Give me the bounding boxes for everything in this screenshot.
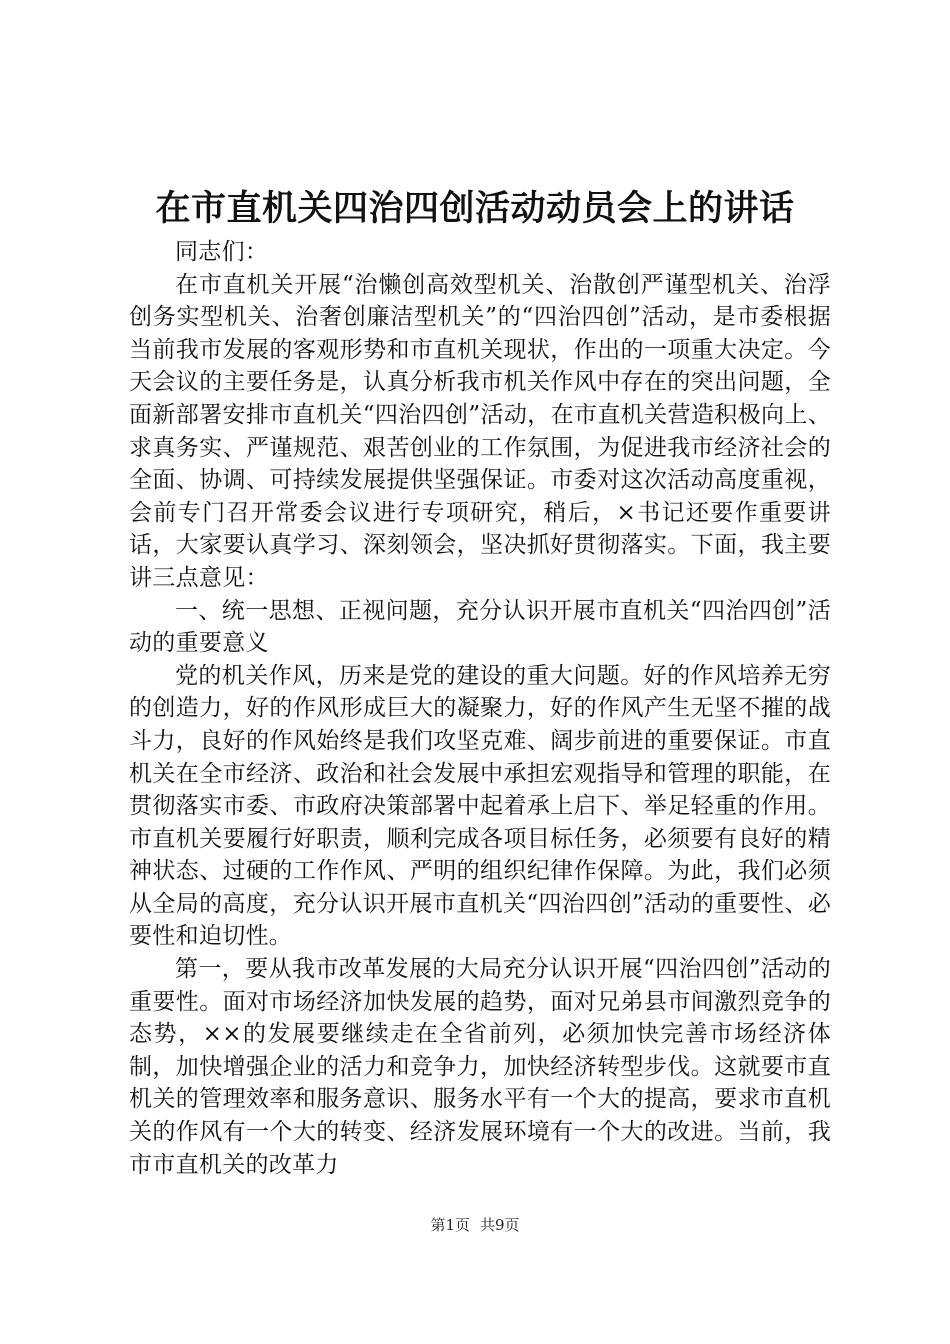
page-number: 第1页 xyxy=(430,1216,470,1234)
paragraph-intro: 在市直机关开展“治懒创高效型机关、治散创严谨型机关、治浮创务实型机关、治奢创廉洁型机关”的“四治四创”活动，是市委根据当前我市发展的客观形势和市直机关现状，作出的一项重大决定。今天会议的主要任务是，认真分析我市机关作风中存在的突出问题，全面新部署安排市直机关“四治四创”活动，在市直机关营造积极向上、求真务实、严谨规范、艰苦创业的工作氛围，为促进我市经济社会的全面、协调、可持续发展提供坚强保证。市委对这次活动高度重视，会前专门召开常委会议进行专项研究，稍后，×书记还要作重要讲话，大家要认真学习、深刻领会，坚决抓好贯彻落实。下面，我主要讲三点意见： xyxy=(129,271,831,591)
paragraph-point-1: 第一，要从我市改革发展的大局充分认识开展“四治四创”活动的重要性。面对市场经济加快发展的趋势，面对兄弟县市间激烈竞争的态势，××的发展要继续走在全省前列，必须加快完善市场经济体制，加快增强企业的活力和竞争力，加快经济转型步伐。这就要市直机关的管理效率和服务意识、服务水平有一个大的提高，要求市直机关的作风有一个大的转变、经济发展环境有一个大的改进。当前，我市市直机关的改革力 xyxy=(129,956,831,1178)
document-body xyxy=(129,236,831,1181)
page-footer xyxy=(0,1215,950,1235)
section-heading-1: 一、统一思想、正视问题，充分认识开展市直机关“四治四创”活动的重要意义 xyxy=(129,597,831,657)
document-title: 在市直机关四治四创活动动员会上的讲话 xyxy=(155,188,795,229)
salutation: 同志们： xyxy=(175,239,269,265)
page-total: 共9页 xyxy=(480,1216,520,1234)
paragraph-section-1: 党的机关作风，历来是党的建设的重大问题。好的作风培养无穷的创造力，好的作风形成巨大的凝聚力，好的作风产生无坚不摧的战斗力，良好的作风始终是我们攻坚克难、阔步前进的重要保证。市直机关在全市经济、政治和社会发展中承担宏观指导和管理的职能，在贯彻落实市委、市政府决策部署中起着承上启下、举足轻重的作用。市直机关要履行好职责，顺利完成各项目标任务，必须要有良好的精神状态、过硬的工作作风、严明的组织纪律作保障。为此，我们必须从全局的高度，充分认识开展市直机关“四治四创”活动的重要性、必要性和迫切性。 xyxy=(129,662,831,950)
